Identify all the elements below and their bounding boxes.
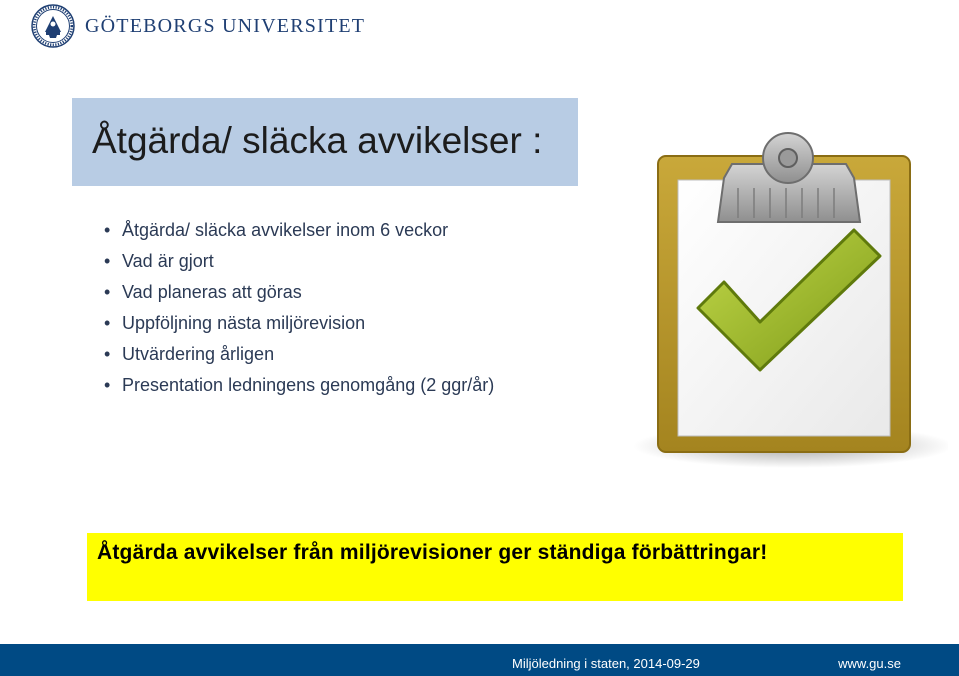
bullet-text: Uppföljning nästa miljörevision <box>122 313 366 333</box>
bullet-item <box>100 370 494 401</box>
footer-bar <box>0 644 959 676</box>
bullet-item <box>100 277 494 308</box>
bullet-text: Åtgärda/ släcka avvikelser inom 6 veckor <box>122 220 449 240</box>
bullet-item <box>100 339 494 370</box>
bullet-item <box>100 308 494 339</box>
highlight-banner <box>87 533 903 601</box>
bullet-item <box>100 246 494 277</box>
bullet-item <box>100 215 494 246</box>
bullet-list <box>100 215 494 401</box>
bullet-marker: • <box>104 251 111 271</box>
bullet-text: Vad är gjort <box>122 251 214 271</box>
university-seal-icon <box>31 4 75 48</box>
footer-website-link[interactable]: www.gu.se <box>838 656 901 671</box>
bullet-text: Utvärdering årligen <box>122 344 275 364</box>
footer-date-text: Miljöledning i staten, 2014-09-29 <box>512 656 700 671</box>
title-box <box>72 98 578 186</box>
clipboard-checkmark-icon <box>628 118 948 488</box>
bullet-text: Presentation ledningens genomgång (2 ggr/år) <box>122 375 495 395</box>
bullet-marker: • <box>104 344 111 364</box>
university-logo <box>31 4 365 48</box>
bullet-text: Vad planeras att göras <box>122 282 302 302</box>
bullet-marker: • <box>104 313 111 333</box>
bullet-marker: • <box>104 220 111 240</box>
bullet-marker: • <box>104 375 111 395</box>
university-name: GÖTEBORGS UNIVERSITET <box>85 14 366 37</box>
slide-title: Åtgärda/ släcka avvikelser : <box>92 120 543 161</box>
bullet-marker: • <box>104 282 111 302</box>
banner-text: Åtgärda avvikelser från miljörevisioner ger ständiga förbättringar! <box>97 541 768 564</box>
